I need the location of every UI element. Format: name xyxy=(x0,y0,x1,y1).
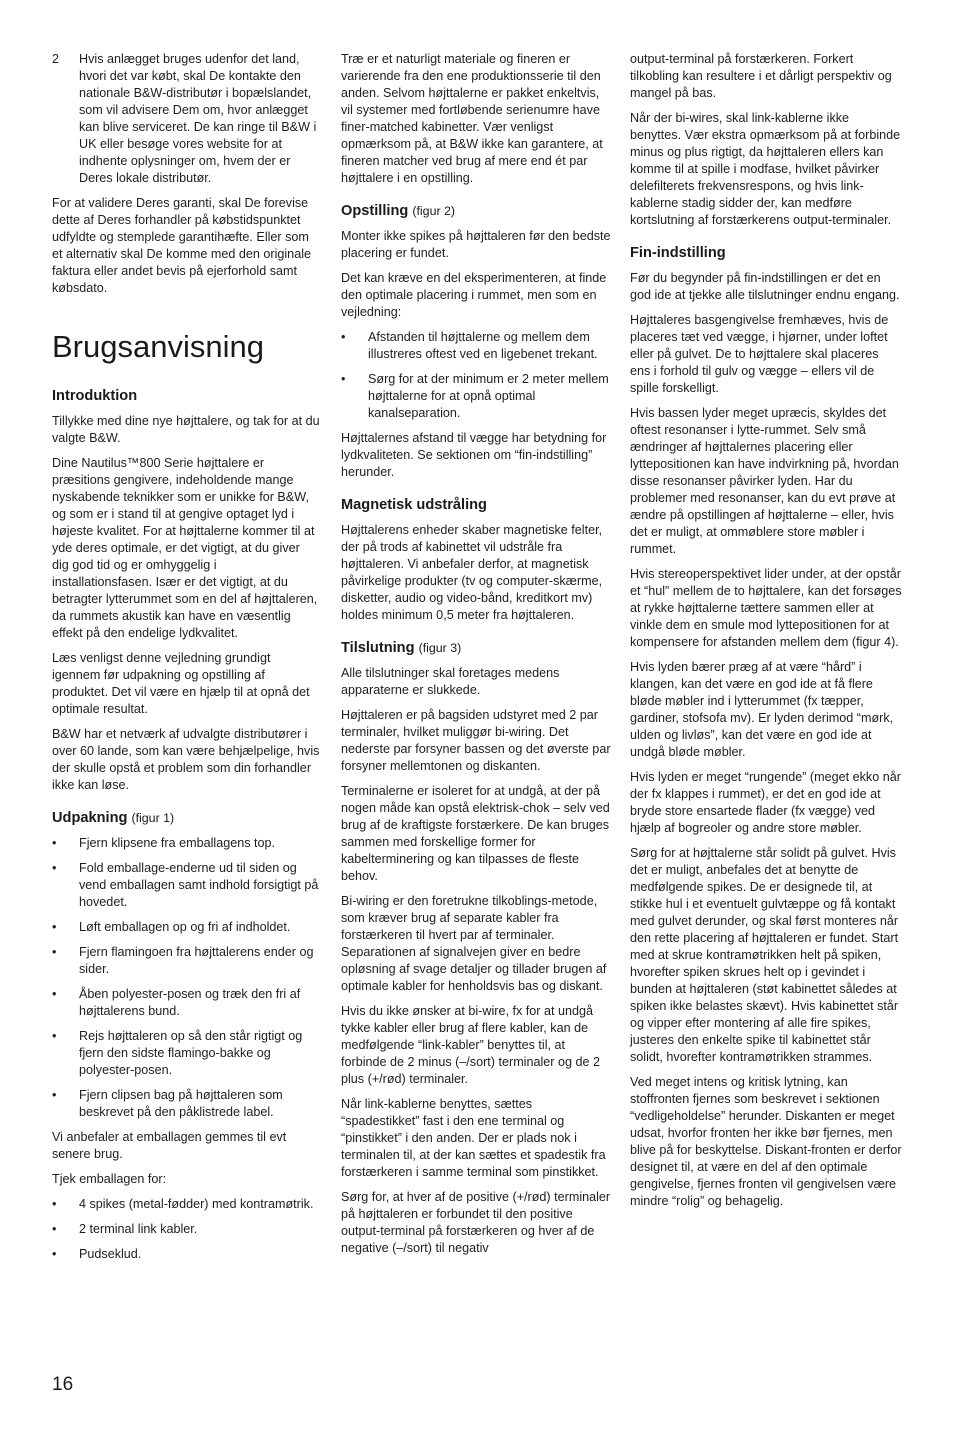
wood-paragraph: Træ er et naturligt materiale og fineren er varierende fra den ene produktionsserie til den anden. Selvom højttalerne er pakket enkeltvis, vil systemer med fortløbende serienumre have finer-matched kabinetter. Vær venligst opmærksom på, at B&W ikke kan garantere, at fineren matcher ved brug af mere end ét par højttalere i en opstilling. xyxy=(341,52,603,185)
list-item: • Rejs højttaleren op så den står rigtigt og fjern den sidste flamingo-bakke og polyester-posen. xyxy=(52,1029,303,1077)
list-item: • Løft emballagen op og fri af indholdet. xyxy=(52,920,291,934)
setup-paragraph-2: Det kan kræve en del eksperimenteren, at finde den optimale placering i rummet, men som en vejledning: xyxy=(341,271,607,319)
list-item: • Åben polyester-posen og træk den fri af højttalerens bund. xyxy=(52,987,301,1018)
connection-paragraph-4: Bi-wiring er den foretrukne tilkoblings-metode, som kræver brug af separate kabler fra forstærkeren til hvert par af terminaler. Separationen af signalvejen giver en bedre opløsning af svage detaljer og tillader brugen af optimale kabler for henholdsvis bas og diskant. xyxy=(341,894,607,993)
list-item: • Fjern flamingoen fra højttalerens ender og sider. xyxy=(52,945,314,976)
guarantee-paragraph: For at validere Deres garanti, skal De forevise dette af Deres forhandler på købstidspunktet udfyldte og stemplede garantihæfte. Eller som et alternativ skal De komme med den originale faktura eller andet bevis på ejerforhold samt købsdato. xyxy=(52,196,311,295)
setup-paragraph-3: Højttalernes afstand til vægge har betydning for lydkvaliteten. Se sektionen om “fin-indstilling” herunder. xyxy=(341,431,607,479)
connection-paragraph-3: Terminalerne er isoleret for at undgå, at der på nogen måde kan opstå elektrisk-chok – selv ved brug af de kraftigste forstærkere. De kan bruges sammen med forskellige former for kabelterminering og kan tilpasses de fleste behov. xyxy=(341,784,610,883)
list-item: • 2 terminal link kabler. xyxy=(52,1222,198,1236)
item-number: 2 xyxy=(52,52,60,66)
unpack-list xyxy=(52,835,320,1121)
list-item: • Sørg for at der minimum er 2 meter mellem højttalerne for at opnå optimal kanalseparation. xyxy=(341,372,609,420)
setup-list xyxy=(341,329,613,422)
fine-paragraph-7: Sørg for at højttalerne står solidt på gulvet. Hvis det er muligt, anbefales det at benytte de medfølgende spikes. De er designede til, at stikke hul i et eventuelt gulvtæppe og få kontakt med gulvet derunder, og skal først monteres når den rette placering af højttaleren er fundet. Start med at skrue kontramøtrikken helt på spiken, hvorefter spiken skrues helt op i gevindet i bunden at højttaleren (støt kabinettet således at spiken ikke belastes skævt). Hvis kabinettet står og vipper efter montering af alle fire spikes, justeres den enkelte spike til kabinettet står solidt, hvorefter kontramøtrikken strammes. xyxy=(630,846,899,1064)
list-item: • Fold emballage-enderne ud til siden og vend emballagen samt indhold forsigtigt på hovedet. xyxy=(52,861,319,909)
fine-paragraph-4: Hvis stereoperspektivet lider under, at der opstår et “hul” mellem de to højttalere, kan det forsøges at rykke højttalerne tættere sammen eller at vinkle dem en smule mod lyttepositionen for at kompensere for afstanden mellem dem (figur 4). xyxy=(630,567,902,649)
connection-paragraph-6: Når link-kablerne benyttes, sættes “spadestikket” fast i den ene terminal og “pinstikket” i den anden. Der er plads nok i terminalen til, at der kan sættes et spadestik fra forstærkeren i samme terminal som pinstikket. xyxy=(341,1097,606,1179)
numbered-item-2 xyxy=(52,51,320,187)
fine-paragraph-2: Højttaleres basgengivelse fremhæves, hvis de placeres tæt ved vægge, i hjørner, under loftet eller på gulvet. De to højttalere skal placeres ens i forhold til gulv og vægge – ellers vil de spille forskelligt. xyxy=(630,313,889,395)
list-item: • 4 spikes (metal-fødder) med kontramøtrik. xyxy=(52,1197,314,1211)
column-left xyxy=(52,51,320,1271)
unpack-paragraph-2: Tjek emballagen for: xyxy=(52,1172,167,1186)
item-text: Hvis anlægget bruges udenfor det land, hvori det var købt, skal De kontakte den nationale B&W-distributør i bopælslandet, som vil advisere Dem om, hvor anlægget kan blive serviceret. De kan ringe til B&W i UK eller besøge vores website for at indhente oplysninger om, hvem der er Deres lokale distributør. xyxy=(79,52,317,185)
figure-ref: (figur 1) xyxy=(131,811,175,825)
list-item: • Pudseklud. xyxy=(52,1247,142,1261)
connection-paragraph-5: Hvis du ikke ønsker at bi-wire, fx for at undgå tykke kabler eller brug af flere kabler, kan de medfølgende “link-kabler” benyttes til, at forbinde de 2 minus (–/sort) terminaler og de 2 plus (+/rød) terminaler. xyxy=(341,1004,601,1086)
intro-paragraph-3: Læs venligst denne vejledning grundigt igennem før udpakning og opstilling af produktet. Det vil være en hjælp til at opnå det optimale resultat. xyxy=(52,651,310,716)
fine-paragraph-6: Hvis lyden er meget “rungende” (meget ekko når der fx klappes i rummet), er det en god ide at bryde store ensartede flader (fx vægge) ved hjælp af bogreoler og andre store møbler. xyxy=(630,770,901,835)
connection-paragraph-7: Sørg for, at hver af de positive (+/rød) terminaler på højttaleren er forbundet til den positive output-terminal på forstærkeren og hver af de negative (–/sort) til negativ xyxy=(341,1190,611,1255)
connection-paragraph-2: Højttaleren er på bagsiden udstyret med 2 par terminaler, hvilket muliggør bi-wiring. Det nederste par forsyner bassen og det øverste par forsyner mellemtonen og diskanten. xyxy=(341,708,611,773)
setup-heading: Opstilling (figur 2) xyxy=(341,203,456,219)
page-number: 16 xyxy=(52,1374,74,1395)
setup-paragraph-1: Monter ikke spikes på højttaleren før den bedste placering er fundet. xyxy=(341,229,611,260)
figure-ref: (figur 3) xyxy=(418,641,462,655)
intro-paragraph-2: Dine Nautilus™800 Serie højttalere er præsitions gengivere, indeholdende mange nyskabende teknikker som er unikke for B&W, og som er i stand til at gengive optaget lyd i højeste kvalitet. For at højttalerne kommer til at yde deres optimale, er det vigtigt, at du giver dig god tid og er omhyggelig i installationsfasen. Især er det vigtigt, at du betragter lytterummet som en del af højttaleren, da rummets akustik kan have en væsentlig effekt på den endelige lydkvalitet. xyxy=(52,456,318,640)
continued-paragraph: output-terminal på forstærkeren. Forkert tilkobling kan resultere i et dårligt perspektiv og mangel på bas. xyxy=(630,52,892,100)
fine-paragraph-3: Hvis bassen lyder meget upræcis, skyldes det oftest resonanser i lytte-rummet. Selv små ændringer af højttalernes placering eller lyttepositionen kan have indvirkning på, hvordan disse resonanser påvirker lyden. Har du problemer med resonanser, kan du evt prøve at ændre på opstillingen af højttalerne – eller, hvis det er muligt, at ommøblere store møbler i rummet. xyxy=(630,406,899,556)
fine-paragraph-8: Ved meget intens og kritisk lytning, kan stoffronten fjernes som beskrevet i sektionen “vedligeholdelse” herunder. Diskanten er meget udsat, hvorfor fronten her ikke bør fjernes, men blive på for beskyttelse. Diskant-fronten er derfor designet til, at være en del af den optimale gengivelse, fjernes fronten vil gengivelsen være mindre “rolig” og behagelig. xyxy=(630,1075,902,1208)
fine-paragraph-5: Hvis lyden bærer præg af at være “hård” i klangen, kan det være en god ide at få flere bløde møbler ind i lytterummet (fx tæpper, gardiner, stofsofa mv). Er lyden derimod “mørk, ulden og livløs”, kan det være en god ide at undgå bløde møbler. xyxy=(630,660,894,759)
column-right xyxy=(630,51,902,1218)
figure-ref: (figur 2) xyxy=(412,204,456,218)
connection-paragraph-1: Alle tilslutninger skal foretages medens apparaterne er slukkede. xyxy=(341,666,560,697)
fine-tuning-heading: Fin-indstilling xyxy=(630,245,726,261)
list-item: • Fjern klipsene fra emballagens top. xyxy=(52,836,276,850)
intro-paragraph-1: Tillykke med dine nye højttalere, og tak for at du valgte B&W. xyxy=(52,414,320,445)
unpack-heading: Udpakning (figur 1) xyxy=(52,810,175,826)
biwire-paragraph: Når der bi-wires, skal link-kablerne ikke benyttes. Vær ekstra opmærksom på at forbinde minus og plus rigtigt, da højttaleren ellers kan komme til at spille i modfase, hvilket påvirker delefilterets frekvensrespons, og hvis link-kablerne stadig sidder der, kan medføre kortslutning af forstærkerens output-terminaler. xyxy=(630,111,901,227)
magnet-heading: Magnetisk udstråling xyxy=(341,497,487,513)
list-item: • Fjern clipsen bag på højttaleren som beskrevet på den påklistrede label. xyxy=(52,1088,283,1119)
connection-heading: Tilslutning (figur 3) xyxy=(341,640,462,656)
intro-heading: Introduktion xyxy=(52,388,138,404)
check-list xyxy=(52,1196,320,1263)
fine-paragraph-1: Før du begynder på fin-indstillingen er det en god ide at tjekke alle tilslutninger endnu engang. xyxy=(630,271,900,302)
list-item: • Afstanden til højttalerne og mellem dem illustreres oftest ved en ligebenet trekant. xyxy=(341,330,598,361)
intro-paragraph-4: B&W har et netværk af udvalgte distributører i over 60 lande, som kan være behjælpelige, hvis der skulle opstå et problem som din forhandler ikke kan løse. xyxy=(52,727,320,792)
magnet-paragraph: Højttalerens enheder skaber magnetiske felter, der på trods af kabinettet vil udstråle fra højttaleren. Vi anbefaler derfor, at magnetisk påvirkelige produkter (tv og computer-skærme, disketter, audio og video-bånd, kreditkort mv) holdes minimum 0,5 meter fra højttaleren. xyxy=(341,523,603,622)
unpack-paragraph-1: Vi anbefaler at emballagen gemmes til evt senere brug. xyxy=(52,1130,287,1161)
column-middle xyxy=(341,51,613,1265)
page-title: Brugsanvisning xyxy=(52,329,264,364)
